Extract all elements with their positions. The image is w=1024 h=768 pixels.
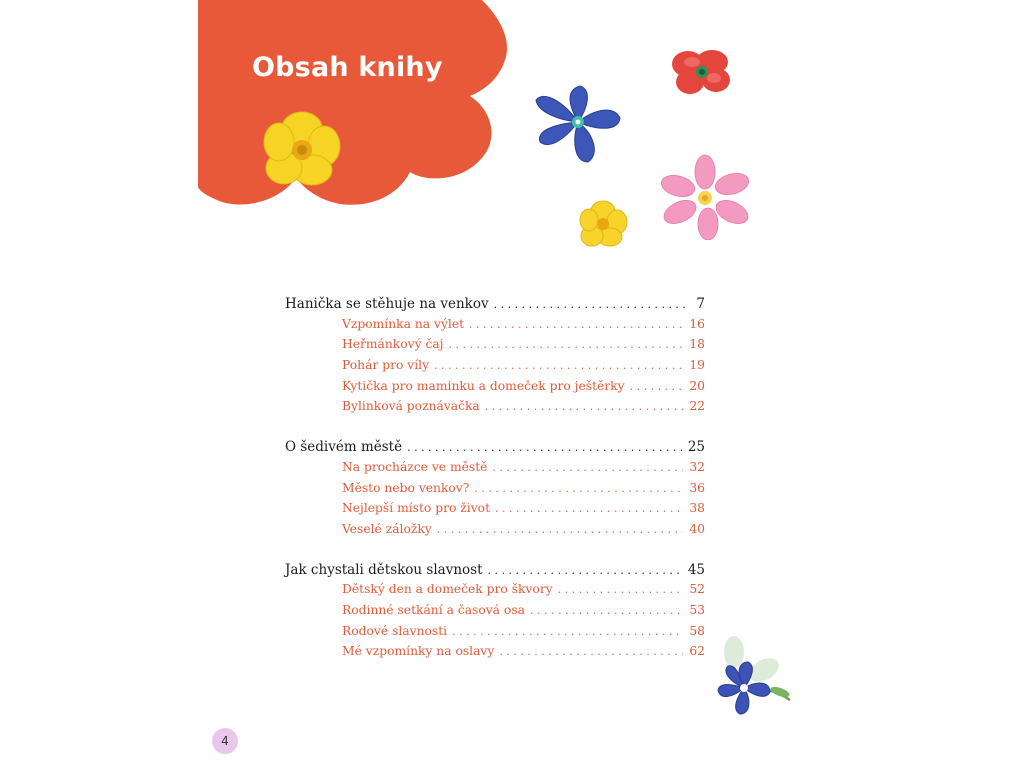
toc-subsection-entry[interactable]	[285, 358, 705, 379]
cloud-shape	[198, 0, 507, 205]
subsection-title: Bylinková poznávačka	[342, 399, 480, 414]
toc-subsection-entry[interactable]	[285, 501, 705, 522]
page-number-badge: 4	[212, 728, 238, 754]
toc-chapter-entry[interactable]	[285, 296, 705, 317]
subsection-page-number: 38	[689, 501, 705, 516]
chapter-page-number: 7	[696, 296, 705, 312]
toc-subsection-entry[interactable]	[285, 460, 705, 481]
dot-leader	[469, 318, 683, 331]
dot-leader	[407, 441, 682, 454]
dot-leader	[437, 523, 684, 536]
toc-subsection-entry[interactable]	[285, 379, 705, 400]
subsection-title: Kytička pro maminku a domeček pro ještěrky	[342, 378, 625, 393]
subsection-page-number: 19	[689, 358, 705, 373]
dot-leader	[448, 338, 683, 351]
subsection-title: Heřmánkový čaj	[342, 337, 444, 352]
subsection-title: Mé vzpomínky na oslavy	[342, 644, 495, 659]
subsection-title: Nejlepší místo pro život	[342, 501, 491, 516]
subsection-page-number: 62	[689, 644, 705, 659]
blue-flower-sprig-icon	[704, 630, 796, 726]
subsection-page-number: 22	[689, 399, 705, 414]
toc-subsection-entry[interactable]	[285, 317, 705, 338]
toc-chapter-3	[285, 562, 705, 665]
toc-chapter-2	[285, 439, 705, 542]
subsection-page-number: 52	[689, 582, 705, 597]
dot-leader	[485, 400, 684, 413]
dot-leader	[495, 502, 683, 515]
yellow-flower-icon	[262, 110, 342, 188]
subsection-page-number: 20	[689, 378, 705, 393]
dot-leader	[434, 359, 683, 372]
subsection-page-number: 58	[689, 623, 705, 638]
subsection-page-number: 36	[689, 480, 705, 495]
subsection-title: Město nebo venkov?	[342, 480, 470, 495]
subsection-title: Dětský den a domeček pro škvory	[342, 582, 553, 597]
toc-subsection-entry[interactable]	[285, 603, 705, 624]
subsection-page-number: 18	[689, 337, 705, 352]
chapter-title: Hanička se stěhuje na venkov	[285, 296, 489, 312]
subsection-title: Na procházce ve městě	[342, 459, 488, 474]
subsection-page-number: 32	[689, 459, 705, 474]
pink-cosmos-icon	[656, 154, 754, 240]
dot-leader	[494, 298, 685, 311]
dot-leader	[452, 625, 683, 638]
toc-subsection-entry[interactable]	[285, 624, 705, 645]
subsection-title: Vzpomínka na výlet	[342, 316, 465, 331]
subsection-page-number: 40	[689, 521, 705, 536]
dot-leader	[630, 380, 684, 393]
toc-subsection-entry[interactable]	[285, 337, 705, 358]
toc-subsection-entry[interactable]	[285, 582, 705, 603]
toc-subsection-entry[interactable]	[285, 644, 705, 665]
toc-subsection-entry[interactable]	[285, 481, 705, 502]
subsection-page-number: 53	[689, 602, 705, 617]
subsection-title: Veselé záložky	[342, 521, 432, 536]
dot-leader	[492, 461, 683, 474]
subsection-title: Rodinné setkání a časová osa	[342, 602, 525, 617]
dot-leader	[474, 482, 683, 495]
dot-leader	[488, 564, 682, 577]
chapter-title: Jak chystali dětskou slavnost	[285, 561, 483, 578]
toc-subsection-entry[interactable]	[285, 399, 705, 420]
blue-periwinkle-icon	[530, 84, 626, 166]
toc-subsection-entry[interactable]	[285, 522, 705, 543]
dot-leader	[499, 645, 683, 658]
chapter-title: O šedivém městě	[285, 439, 403, 456]
chapter-page-number: 45	[687, 561, 705, 578]
dot-leader	[558, 583, 684, 596]
page-title: Obsah knihy	[252, 52, 443, 83]
subsection-title: Pohár pro víly	[342, 358, 430, 373]
toc-chapter-entry[interactable]	[285, 439, 705, 460]
toc-chapter-1	[285, 296, 705, 420]
small-yellow-flower-icon	[578, 200, 628, 248]
dot-leader	[530, 604, 683, 617]
toc-chapter-entry[interactable]	[285, 562, 705, 583]
table-of-contents	[285, 296, 705, 684]
red-poppy-icon	[668, 48, 732, 98]
subsection-page-number: 16	[689, 316, 705, 331]
subsection-title: Rodové slavnosti	[342, 623, 448, 638]
chapter-page-number: 25	[687, 439, 705, 456]
